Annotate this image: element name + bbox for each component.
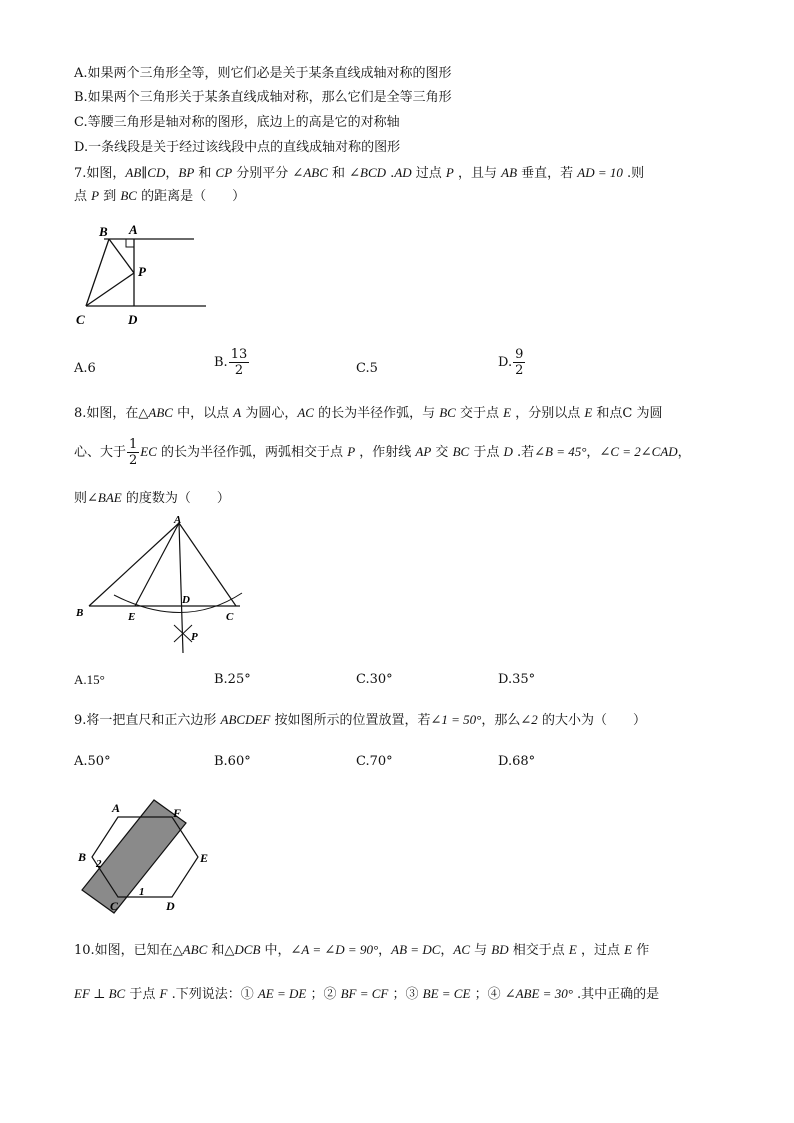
q9-figure [74, 795, 224, 920]
q7-label-d: D [128, 312, 138, 327]
q10-stem-line2: EF ⊥ BC 于点 F .下列说法：① AE = DE ；② BF = CF ；③ BE = CE ；④ ∠ABE = 30° .其中正确的是 [74, 986, 660, 1002]
q9-stem: 9.将一把直尺和正六边形 ABCDEF 按如图所示的位置放置，若∠1 = 50°，那么∠2 的大小为（ ） [74, 712, 646, 728]
q7-option-c: C.5 [356, 361, 378, 376]
q9-label-d: D [166, 899, 175, 913]
q7-label-c: C [76, 312, 85, 327]
q9-label-f: F [173, 806, 182, 820]
q7-label-p: P [138, 264, 146, 279]
q9-label-one: 1 [139, 886, 145, 898]
q8-label-p: P [191, 631, 198, 643]
q8-label-e: E [128, 611, 136, 623]
q8-option-b: B.25° [214, 672, 251, 687]
q9-label-e: E [200, 851, 209, 865]
q8-label-c: C [226, 611, 234, 623]
q6-option-a: A.如果两个三角形全等，则它们必是关于某条直线成轴对称的图形 [74, 66, 452, 81]
q6-option-d: D.一条线段是关于经过该线段中点的直线成轴对称的图形 [74, 140, 401, 155]
q7-option-d: D. $\frac{9}{2}$ [498, 347, 524, 378]
q9-label-two: 2 [96, 858, 102, 870]
q8-option-c: C.30° [356, 672, 393, 687]
q9-option-b: B.60° [214, 754, 251, 769]
q7-option-a: A.6 [74, 361, 96, 376]
q7-label-a: A [129, 222, 138, 237]
q10-stem-line1: 10.如图，已知在△ABC 和△DCB 中，∠A = ∠D = 90°，AB = DC，AC 与 BD 相交于点 E ，过点 E 作 [74, 942, 650, 958]
q8-label-b: B [76, 607, 84, 619]
q6-option-c: C.等腰三角形是轴对称的图形，底边上的高是它的对称轴 [74, 115, 400, 130]
q7-stem-line2: 点 P 到 BC 的距离是（ ） [74, 188, 246, 204]
q8-stem-line2: 心、大于 $\frac{1}{2}$ EC 的长为半径作弧，两弧相交于点 P ，作射线 AP 交 BC 于点 D .若∠B = 45°，∠C = 2∠CAD， [74, 437, 691, 468]
q7-option-b: B. $\frac{13}{2}$ [214, 347, 248, 378]
q9-option-d: D.68° [498, 754, 536, 769]
q9-option-c: C.70° [356, 754, 393, 769]
q8-stem-line3: 则∠BAE 的度数为（ ） [74, 490, 230, 506]
q8-option-d: D.35° [498, 672, 536, 687]
q9-label-a: A [112, 801, 121, 815]
q7-figure [74, 218, 214, 330]
q9-label-c: C [110, 899, 119, 913]
q6-option-b: B.如果两个三角形关于某条直线成轴对称，那么它们是全等三角形 [74, 90, 452, 105]
q8-option-a: A.15° [74, 672, 105, 687]
q7-label-b: B [99, 224, 108, 239]
q8-stem-line1: 8.如图，在△ABC 中，以点 A 为圆心，AC 的长为半径作弧，与 BC 交于点 E ，分别以点 E 和点C 为圆 [74, 405, 663, 421]
q8-figure [74, 513, 254, 658]
q9-label-b: B [78, 850, 87, 864]
q8-label-a: A [174, 514, 182, 526]
q7-stem-line1: 7.如图，AB∥CD，BP 和 CP 分别平分 ∠ABC 和 ∠BCD .AD 过点 P ，且与 AB 垂直，若 AD = 10 .则 [74, 165, 645, 181]
q8-label-d: D [182, 594, 190, 606]
q9-option-a: A.50° [74, 754, 111, 769]
